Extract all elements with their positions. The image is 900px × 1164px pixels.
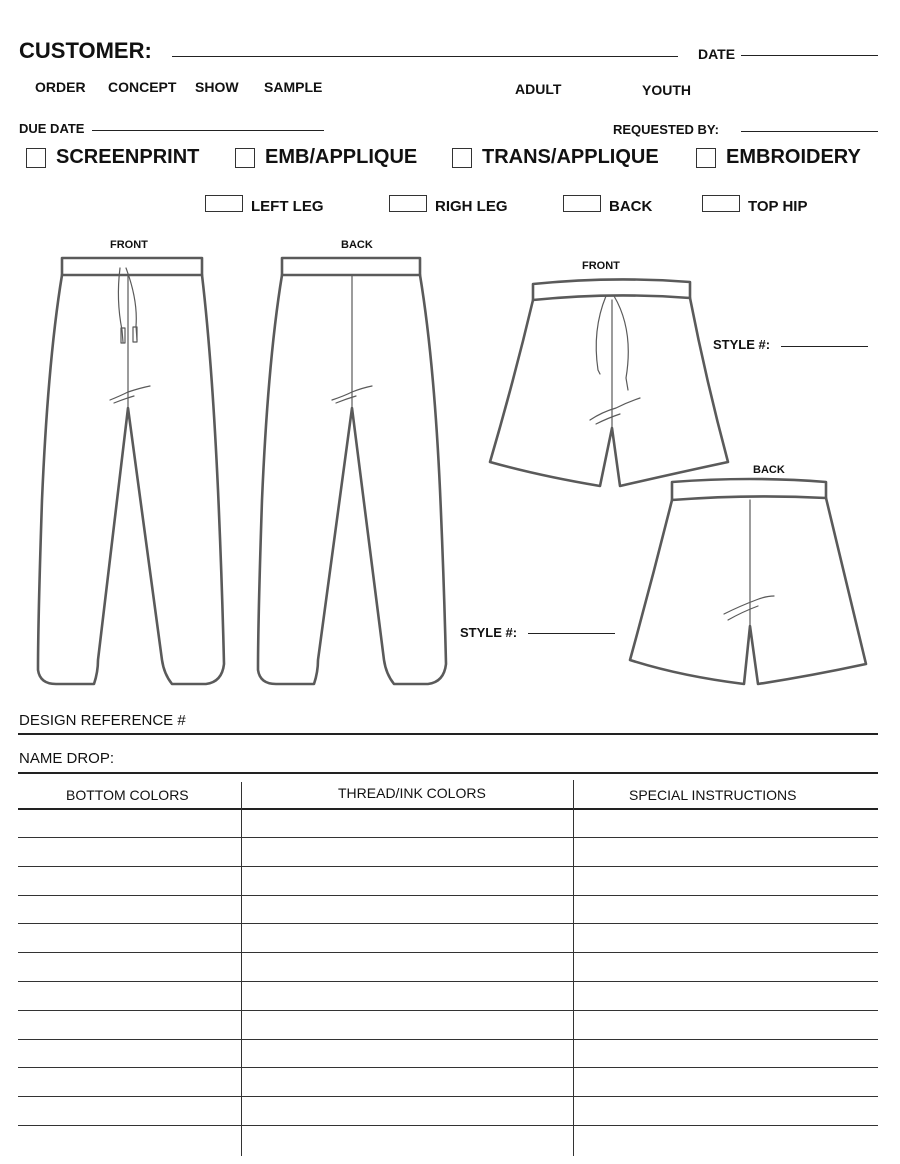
emb-applique-label: EMB/APPLIQUE xyxy=(265,146,418,168)
table-row[interactable] xyxy=(18,1010,878,1011)
embroidery-label: EMBROIDERY xyxy=(726,146,861,168)
table-row[interactable] xyxy=(18,1039,878,1040)
customer-label: CUSTOMER: xyxy=(19,38,152,63)
date-label: DATE xyxy=(698,46,736,62)
trans-applique-label: TRANS/APPLIQUE xyxy=(482,146,659,168)
shorts-front-label: FRONT xyxy=(582,260,620,272)
name-drop-field[interactable] xyxy=(18,772,878,774)
table-row[interactable] xyxy=(18,866,878,867)
table-header-special-instructions: SPECIAL INSTRUCTIONS xyxy=(629,787,797,803)
order-type-order[interactable]: ORDER xyxy=(35,79,86,95)
requested-by-label: REQUESTED BY: xyxy=(613,122,719,137)
pants-back-label: BACK xyxy=(341,239,373,251)
size-adult[interactable]: ADULT xyxy=(515,81,562,97)
order-type-show[interactable]: SHOW xyxy=(195,79,239,95)
table-header-thread-ink-colors: THREAD/INK COLORS xyxy=(338,785,486,801)
design-reference-label: DESIGN REFERENCE # xyxy=(19,712,186,729)
due-date-label: DUE DATE xyxy=(19,121,85,136)
style-number-label-bottom: STYLE #: xyxy=(460,625,518,640)
shorts-back-label: BACK xyxy=(753,464,785,476)
table-row[interactable] xyxy=(18,895,878,896)
top-hip-label: TOP HIP xyxy=(748,198,808,215)
size-youth[interactable]: YOUTH xyxy=(642,82,691,98)
order-type-sample[interactable]: SAMPLE xyxy=(264,79,323,95)
design-reference-field[interactable] xyxy=(18,733,878,735)
style-number-label-top: STYLE #: xyxy=(713,337,771,352)
table-column-divider xyxy=(241,782,242,1156)
back-label: BACK xyxy=(609,198,653,215)
left-leg-label: LEFT LEG xyxy=(251,198,324,215)
right-leg-label: RIGH LEG xyxy=(435,198,508,215)
table-header-bottom-colors: BOTTOM COLORS xyxy=(66,787,189,803)
name-drop-label: NAME DROP: xyxy=(19,750,115,767)
table-row[interactable] xyxy=(18,1067,878,1068)
table-row[interactable] xyxy=(18,837,878,838)
table-row[interactable] xyxy=(18,1125,878,1126)
order-type-concept[interactable]: CONCEPT xyxy=(108,79,177,95)
table-row[interactable] xyxy=(18,1096,878,1097)
table-row[interactable] xyxy=(18,923,878,924)
table-row[interactable] xyxy=(18,981,878,982)
screenprint-label: SCREENPRINT xyxy=(56,146,200,168)
table-row[interactable] xyxy=(18,952,878,953)
pants-front-label: FRONT xyxy=(110,239,148,251)
table-header-rule xyxy=(18,808,878,810)
